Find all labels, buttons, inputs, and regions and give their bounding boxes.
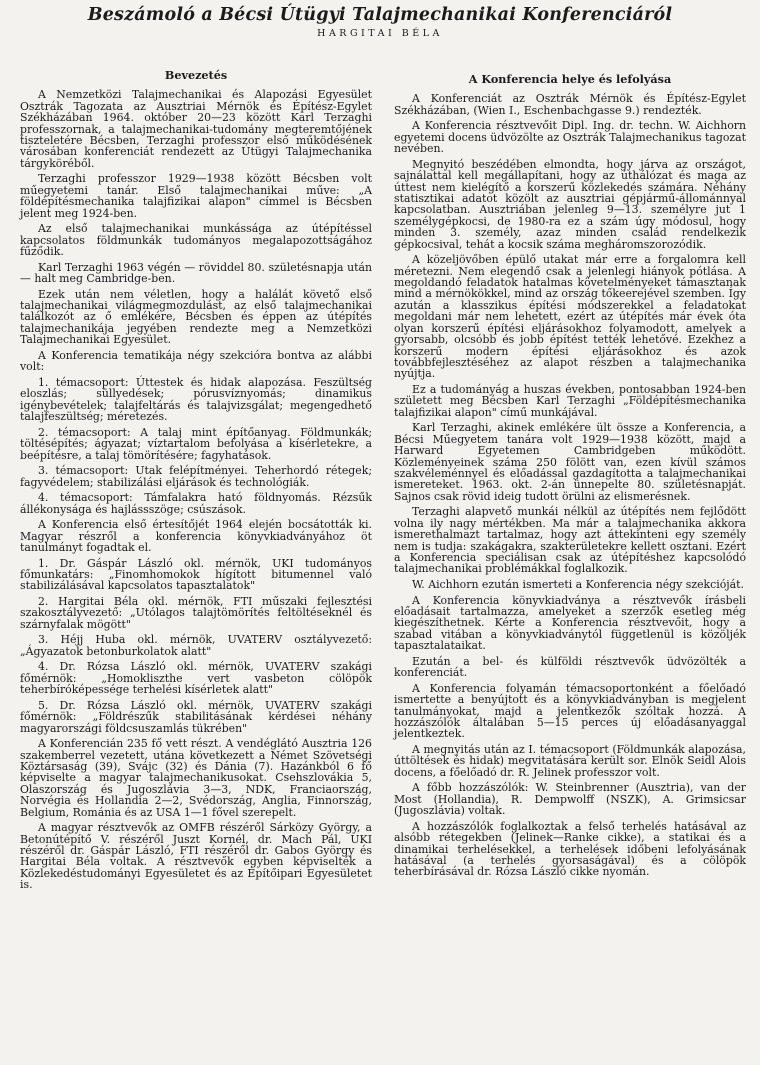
- paragraph: A Konferencia folyamán témacsoportonként a főelőadó ismertette a benyújtott és a könyvkiadványban is megjelent tanulmányokat, majd a jelentkezők szóltak hozzá. A hozzászólók általában 5—15 perces új előadásanyaggal jelentkeztek.: [394, 681, 746, 741]
- paragraph: W. Aichhorn ezután ismerteti a Konferencia négy szekcióját.: [412, 577, 744, 591]
- author-name: HARGITAI BÉLA: [317, 28, 443, 39]
- paragraph: Ezután a bel- és külföldi résztvevők üdvözölték a konferenciát.: [394, 654, 746, 680]
- paragraph: A Konferencia könyvkiadványa a résztvevők írásbeli előadásait tartalmazza, amelyeket a szerzők esetleg még kiegészíthetnek. Kérte a Konferencia résztvevőit, hogy a szabad vitában a könyvkiadványtól függetlenül is közöljék tapasztalataikat.: [394, 593, 746, 653]
- paragraph: Ezek után nem véletlen, hogy a halálát követő első talajmechanikai világmegmozdulást, az első talajmechanikai találkozót az ő emlékére, Bécsben és éppen az útépítés talajmechanikája jegyében rendezte meg a Nemzetközi Talajmechanikai Egyesület.: [20, 287, 372, 347]
- paragraph: Terzaghi alapvető munkái nélkül az útépítés nem fejlődött volna ily nagy mértékben. Ma már a talajmechanika akkora ismerethalmazt tartalmaz, hogy azt áttekinteni egy személy nem is tudja: szakágakra, szakterületekre kellett osztani. Ezért a Konferencia speciálisan csak az útépítéshez kapcsolódó talajmechanikai problémákkal foglalkozik.: [394, 505, 746, 576]
- left-column: [20, 70, 372, 895]
- paragraph: 3. Héjj Huba okl. mérnök, UVATERV osztályvezető: „Ágyazatok betonburkolatok alatt": [20, 633, 372, 658]
- paragraph: 5. Dr. Rózsa László okl. mérnök, UVATERV szakági főmérnök: „Földrészűk stabilitásának kérdései néhány magyarországi földcsuszamlás tükrében": [20, 698, 372, 735]
- paragraph: A Konferencia tematikája négy szekcióra bontva az alábbi volt:: [20, 348, 372, 374]
- right-column: [394, 74, 746, 882]
- paragraph: A Konferencia első értesítőjét 1964 elején bocsátották ki. Magyar részről a konferencia könyvkiadványához öt tanulmányt fogadtak el.: [20, 518, 372, 554]
- paragraph: Karl Terzaghi 1963 végén — röviddel 80. születésnapja után — halt meg Cambridge-ben.: [20, 260, 372, 286]
- paragraph: Terzaghi professzor 1929—1938 között Bécsben volt műegyetemi tanár. Első talajmechanikai műve: „A földépítésmechanika talajfizikai alapon" címmel is Bécsben jelent meg 1924-ben.: [20, 172, 372, 220]
- paragraph: Ez a tudományág a huszas években, pontosabban 1924-ben született meg Bécsben Karl Terzaghi „Földépítésmechanika talajfizikai alapon" című munkájával.: [394, 382, 746, 419]
- paragraph: A Konferencián 235 fő vett részt. A vendéglátó Ausztria 126 szakemberrel vezetett, utána következett a Német Szövetségi Köztársaság (39), Svájc (32) és Dánia (7). Hazánkból 6 fő képviselte a magyar talajmechanikusokat. Csehszlovákia 5, Olaszország és Jugoszlávia 3—3, NDK, Franciaország, Norvégia és Hollandia 2—2, Svédország, Anglia, Finnország, Belgium, Románia és az USA 1—1 fővel szerepelt.: [20, 737, 372, 819]
- paragraph: A Konferenciát az Osztrák Mérnök és Építész-Egylet Székházában, (Wien I., Eschenbachgasse 9.) rendezték.: [394, 92, 746, 117]
- paragraph: A hozzászólók foglalkoztak a felső terhelés hatásával az alsóbb rétegekben (Jelinek—Ranke cikke), a statikai és a dinamikai terhelésekkel, a terhelések időbeni lefolyásának hatásával (a terhelés gyorsaságával) és a cölöpök teherbírásával dr. Rózsa László cikke nyomán.: [394, 819, 746, 879]
- paragraph: A főbb hozzászólók: W. Steinbrenner (Ausztria), van der Most (Hollandia), R. Dempwolff (NSZK), A. Grimsicsar (Jugoszlávia) voltak.: [394, 781, 746, 818]
- article-title: Beszámoló a Bécsi Útügyi Talajmechanikai Konferenciáról: [87, 5, 673, 25]
- paragraph: 1. Dr. Gáspár László okl. mérnök, UKI tudományos főmunkatárs: „Finomhomokok hígított bitumennel való stabilizálásával kapcsolatos tapasztalatok": [20, 556, 372, 593]
- paragraph: A közeljövőben épülő utakat már erre a forgalomra kell méretezni. Nem elegendő csak a jelenlegi hiányok pótlása. A megoldandó feladatok hatalmas követelményeket támasztanak mind a mérnökökkel, mind az ország tőkeerejével szemben. Így azután a klasszikus építési módszerekkel a feladatokat megoldani már nem lehetett, ezért az útépítés már évek óta olyan korszerű építési eljárásokhoz folyamodott, amelyek a gyorsabb, olcsóbb és jobb építést tették lehetővé. Ezekhez a korszerű modern építési eljárásokhoz és azok továbbfejlesztéséhez az alapot részben a talajmechanika nyújtja.: [394, 253, 746, 381]
- section-heading-helye-es-lefolyasa: A Konferencia helye és lefolyása: [468, 72, 672, 86]
- section-heading-bevezetes: Bevezetés: [164, 68, 228, 82]
- paragraph: A megnyitás után az I. témacsoport (Földmunkák alapozása, úttöltések és hidak) megvitatására került sor. Elnök Seidl Alois docens, a főelőadó dr. R. Jelinek professzor volt.: [394, 743, 746, 779]
- paragraph: A Nemzetközi Talajmechanikai és Alapozási Egyesület Osztrák Tagozata az Ausztriai Mérnök és Építész-Egylet Székházában 1964. október 20—23 között Karl Terzaghi professzornak, a talajmechanikai-tudomány megteremtőjének tiszteletére Bécsben, Terzaghi professzor első működésének városában konferenciát rendezett az Útügyi Talajmechanika tárgyköréből.: [20, 88, 372, 170]
- paragraph: 2. témacsoport: A talaj mint építőanyag. Földmunkák; töltésépítés; ágyazat; víztartalom befolyása a kísérletekre, a beépítésre, a talaj tömörítésére; fagyhatások.: [20, 425, 372, 462]
- paragraph: 2. Hargitai Béla okl. mérnök, FTI műszaki fejlesztési szakosztályvezető: „Utólagos talajtömörítés feltöltéseknél és szárnyfalak mögött": [20, 594, 372, 631]
- paragraph: Az első talajmechanikai munkássága az útépítéssel kapcsolatos földmunkák tudományos megalapozottságához fűződik.: [20, 222, 372, 259]
- paragraph: 4. Dr. Rózsa László okl. mérnök, UVATERV szakági főmérnök: „Homokliszthe vert vasbeton cölöpök teherbíróképessége terhelési kísérletek alatt": [20, 660, 372, 697]
- paragraph: 3. témacsoport: Utak felépítményei. Teherhordó rétegek; fagyvédelem; stabilizálási eljárások és technológiák.: [20, 464, 372, 489]
- paragraph: 4. témacsoport: Támfalakra ható földnyomás. Rézsűk állékonysága és hajlássszöge; csúszások.: [20, 491, 372, 516]
- paragraph: Karl Terzaghi, akinek emlékére ült össze a Konferencia, a Bécsi Műegyetem tanára volt 1929—1938 között, majd a Harward Egyetemen Cambridgeben működött. Közleményeinek száma 250 fölött van, ezen kívül számos szakvéleménnyel és előadással gazdagította a talajmechanikai ismereteket. 1963. okt. 2-án ünnepelte 80. születésnapját. Sajnos csak rövid ideig tudott örülni az elismerésnek.: [394, 421, 746, 503]
- paragraph: 1. témacsoport: Úttestek és hidak alapozása. Feszültség eloszlás; süllyedések; pórusvíznyomás; dinamikus igénybevételek; talajfeltárás és talajvizsgálat; megengedhető talajfeszültség; méretezés.: [20, 375, 372, 424]
- paragraph: A magyar résztvevők az OMFB részéről Sárközy György, a Betonútépítő V. részéről Juszt Kornél, dr. Mach Pál, UKI részéről dr. Gáspár László, FTI részéről dr. Gabos György és Hargitai Béla voltak. A résztvevők egyben képviselték a Közlekedéstudományi Egyesületet és az Építőipari Egyesületet is.: [20, 821, 372, 892]
- paragraph: Megnyitó beszédében elmondta, hogy járva az országot, sajnálattal kell megállapítani, hogy az úthálózat és maga az úttest nem kielégítő a korszerű közlekedés számára. Néhány statisztikai adatot közölt az ausztriai gépjármű-állománnyal kapcsolatban. Ausztriában jelenleg 9—13. személyre jut 1 személygépkocsi, de 1980-ra ez a szám úgy módosul, hogy minden 3. személy, azaz minden család rendelkezik gépkocsival, tehát a kocsik száma megháromszorozódik.: [394, 157, 746, 251]
- paragraph: A Konferencia résztvevőit Dipl. Ing. dr. techn. W. Aichhorn egyetemi docens üdvözölte az Osztrák Talajmechanikus tagozat nevében.: [394, 119, 746, 156]
